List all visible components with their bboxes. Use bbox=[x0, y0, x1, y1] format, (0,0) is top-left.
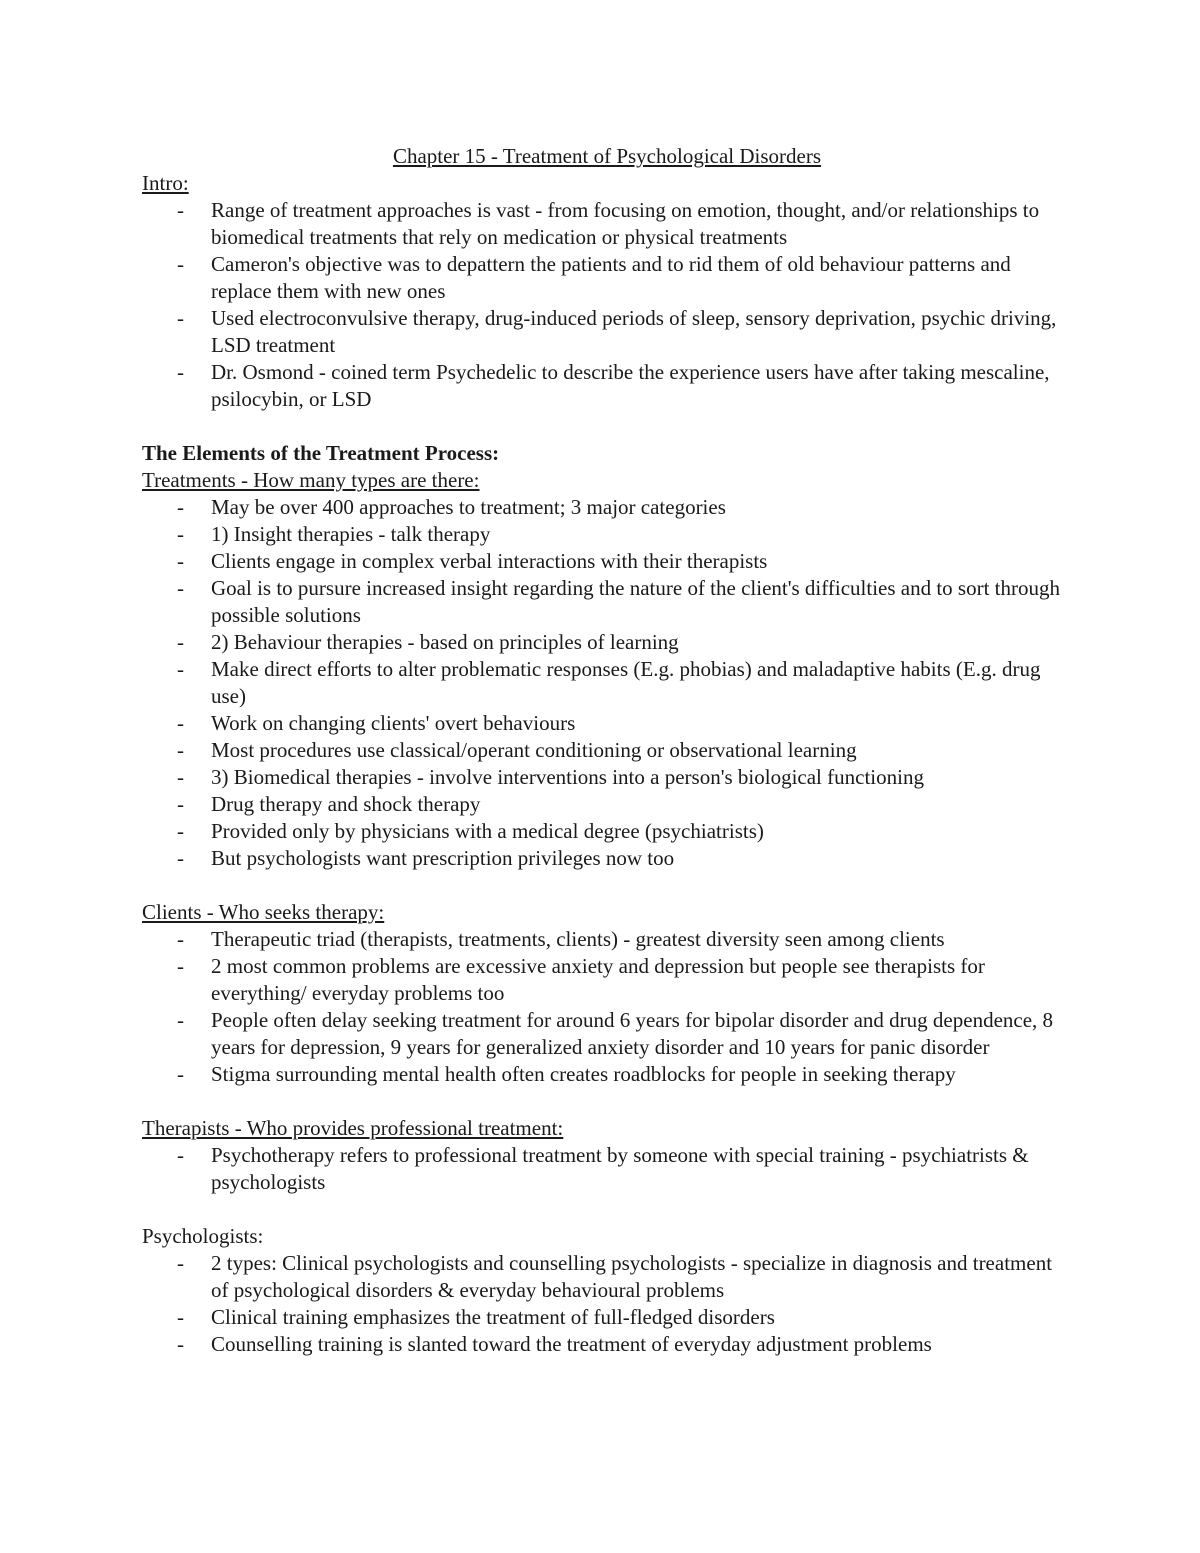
list-item: - Make direct efforts to alter problematic responses (E.g. phobias) and maladaptive habits (E.g. drug use) bbox=[177, 657, 1041, 708]
list-item: - Counselling training is slanted toward the treatment of everyday adjustment problems bbox=[177, 1332, 932, 1356]
treatments-list bbox=[142, 494, 1072, 872]
list-item: - Clients engage in complex verbal interactions with their therapists bbox=[177, 549, 768, 573]
therapists-list bbox=[142, 1142, 1072, 1196]
list-item: - 2) Behaviour therapies - based on principles of learning bbox=[177, 630, 679, 654]
dash-bullet: - bbox=[177, 522, 184, 546]
list-item: - People often delay seeking treatment for around 6 years for bipolar disorder and drug dependence, 8 years for depression, 9 years for generalized anxiety disorder and 10 years for panic disorder bbox=[177, 1008, 1054, 1059]
dash-bullet: - bbox=[177, 549, 184, 573]
psychologists-list bbox=[142, 1250, 1072, 1358]
list-item: - Used electroconvulsive therapy, drug-induced periods of sleep, sensory deprivation, psychic driving, LSD treatment bbox=[177, 306, 1057, 357]
dash-bullet: - bbox=[177, 765, 184, 789]
dash-bullet: - bbox=[177, 495, 184, 519]
dash-bullet: - bbox=[177, 1305, 184, 1329]
dash-bullet: - bbox=[177, 1251, 184, 1275]
dash-bullet: - bbox=[177, 819, 184, 843]
list-item: - Drug therapy and shock therapy bbox=[177, 792, 481, 816]
list-item: - Psychotherapy refers to professional treatment by someone with special training - psychiatrists & psychologists bbox=[177, 1143, 1029, 1194]
dash-bullet: - bbox=[177, 630, 184, 654]
list-item: - Goal is to pursure increased insight regarding the nature of the client's difficulties and to sort through possible solutions bbox=[177, 576, 1061, 627]
dash-bullet: - bbox=[177, 306, 184, 330]
list-item: - Most procedures use classical/operant conditioning or observational learning bbox=[177, 738, 857, 762]
dash-bullet: - bbox=[177, 846, 184, 870]
list-item: - Range of treatment approaches is vast - from focusing on emotion, thought, and/or relationships to biomedical treatments that rely on medication or physical treatments bbox=[177, 198, 1040, 249]
dash-bullet: - bbox=[177, 954, 184, 978]
dash-bullet: - bbox=[177, 1008, 184, 1032]
dash-bullet: - bbox=[177, 927, 184, 951]
therapists-heading: Therapists - Who provides professional treatment: bbox=[142, 1116, 564, 1140]
dash-bullet: - bbox=[177, 657, 184, 681]
list-item: - Therapeutic triad (therapists, treatments, clients) - greatest diversity seen among clients bbox=[177, 927, 945, 951]
dash-bullet: - bbox=[177, 738, 184, 762]
list-item: - Work on changing clients' overt behaviours bbox=[177, 711, 576, 735]
list-item: - Dr. Osmond - coined term Psychedelic to describe the experience users have after taking mescaline, psilocybin, or LSD bbox=[177, 360, 1050, 411]
list-item: - May be over 400 approaches to treatment; 3 major categories bbox=[177, 495, 726, 519]
list-item: - 2 types: Clinical psychologists and counselling psychologists - specialize in diagnosis and treatment of psychological disorders & everyday behavioural problems bbox=[177, 1251, 1053, 1302]
dash-bullet: - bbox=[177, 1062, 184, 1086]
document-page bbox=[142, 143, 1072, 1358]
dash-bullet: - bbox=[177, 1332, 184, 1356]
document-title: Chapter 15 - Treatment of Psychological Disorders bbox=[392, 144, 822, 168]
dash-bullet: - bbox=[177, 1143, 184, 1167]
list-item: - Clinical training emphasizes the treatment of full-fledged disorders bbox=[177, 1305, 775, 1329]
psychologists-heading: Psychologists: bbox=[142, 1224, 264, 1248]
dash-bullet: - bbox=[177, 792, 184, 816]
treatments-heading: Treatments - How many types are there: bbox=[142, 468, 480, 492]
clients-list bbox=[142, 926, 1072, 1088]
intro-heading: Intro: bbox=[142, 171, 189, 195]
list-item: - Stigma surrounding mental health often creates roadblocks for people in seeking therapy bbox=[177, 1062, 956, 1086]
dash-bullet: - bbox=[177, 360, 184, 384]
list-item: - Provided only by physicians with a medical degree (psychiatrists) bbox=[177, 819, 764, 843]
section-heading-elements: The Elements of the Treatment Process: bbox=[142, 441, 500, 465]
dash-bullet: - bbox=[177, 711, 184, 735]
list-item: - Cameron's objective was to depattern the patients and to rid them of old behaviour patterns and replace them with new ones bbox=[177, 252, 1011, 303]
dash-bullet: - bbox=[177, 198, 184, 222]
clients-heading: Clients - Who seeks therapy: bbox=[142, 900, 385, 924]
list-item: - 1) Insight therapies - talk therapy bbox=[177, 522, 491, 546]
list-item: - 3) Biomedical therapies - involve interventions into a person's biological functioning bbox=[177, 765, 924, 789]
list-item: - 2 most common problems are excessive anxiety and depression but people see therapists for everything/ everyday problems too bbox=[177, 954, 985, 1005]
list-item: - But psychologists want prescription privileges now too bbox=[177, 846, 675, 870]
dash-bullet: - bbox=[177, 252, 184, 276]
intro-list bbox=[142, 197, 1072, 413]
dash-bullet: - bbox=[177, 576, 184, 600]
